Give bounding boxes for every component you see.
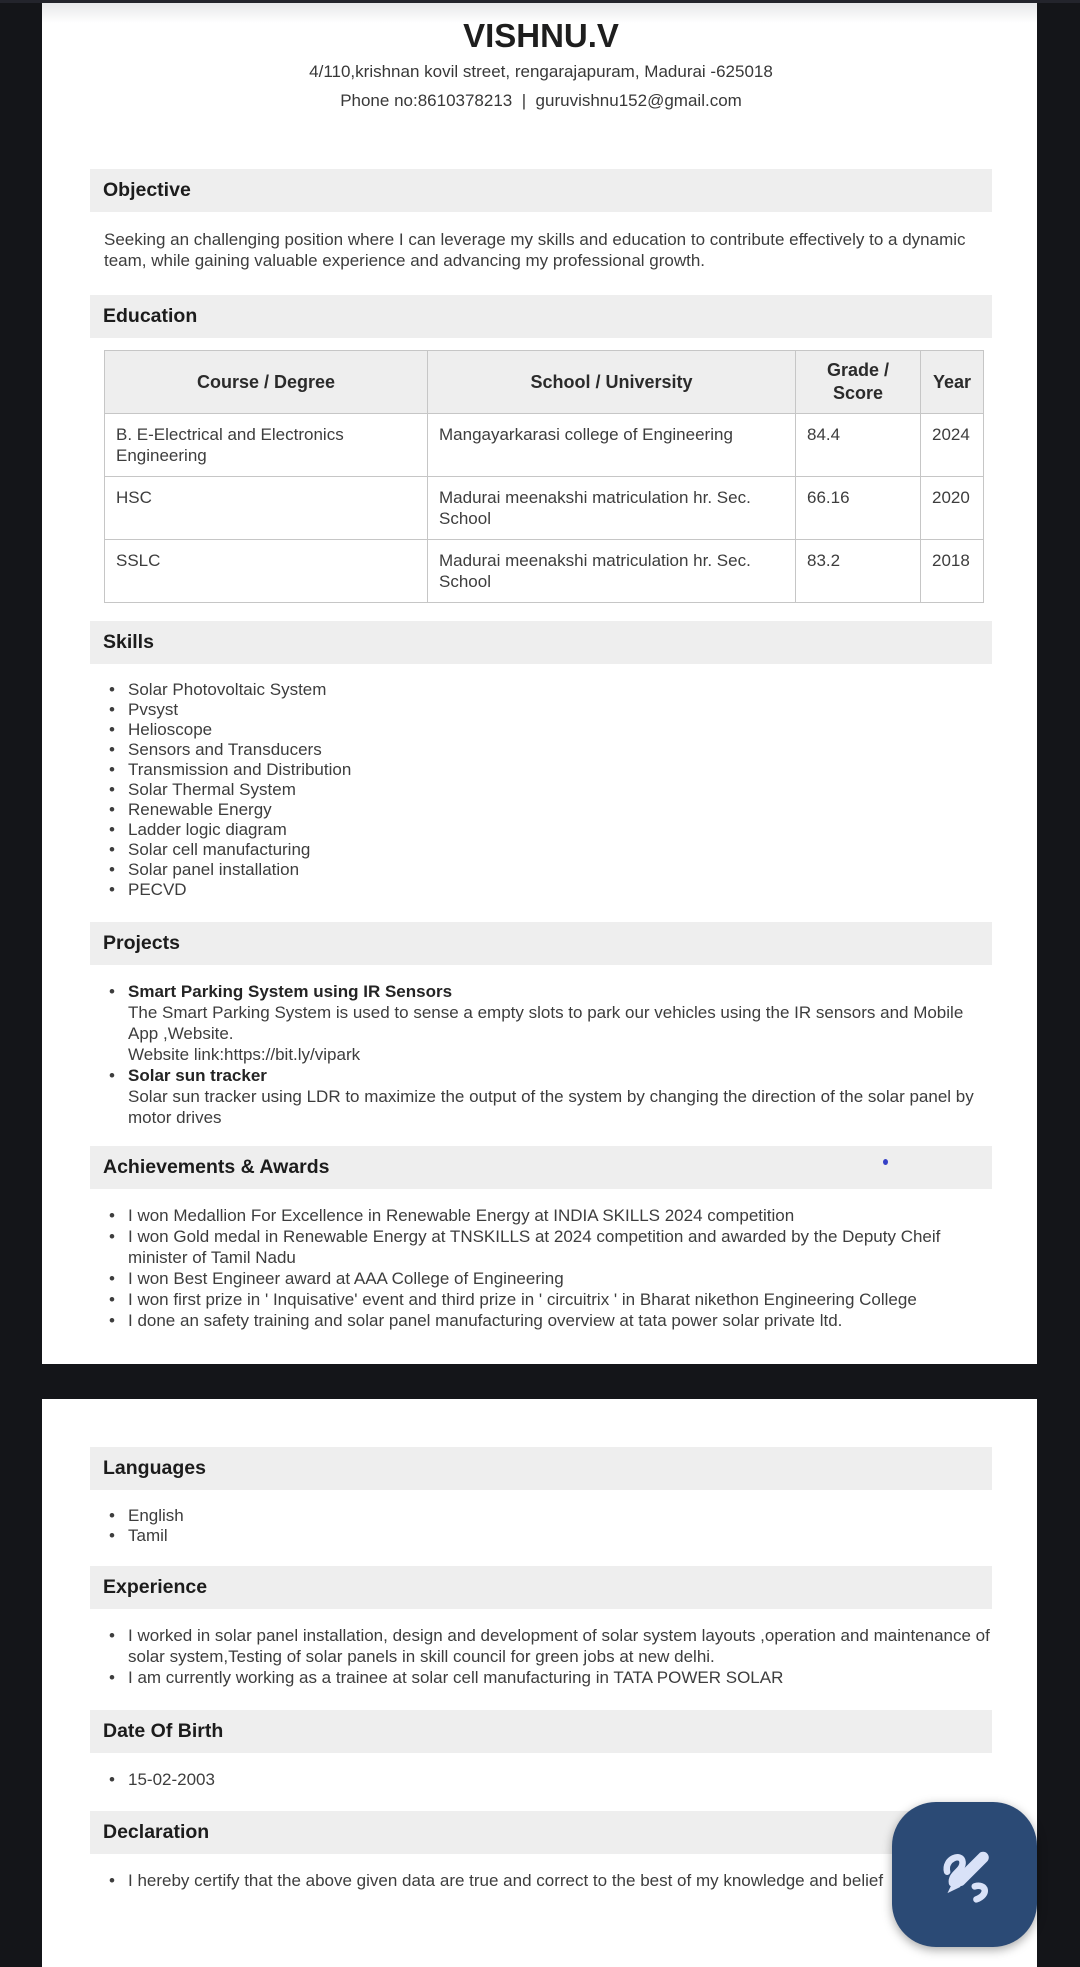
education-table <box>104 350 984 603</box>
list-item: • I hereby certify that the above given data are true and correct to the best of my knowledge and belief <box>104 1870 992 1891</box>
list-item: • 15-02-2003 <box>104 1769 992 1790</box>
list-item: • Pvsyst <box>104 700 992 720</box>
project-link[interactable]: Website link:https://bit.ly/vipark <box>128 1045 361 1064</box>
list-item: • I won Medallion For Excellence in Renewable Energy at INDIA SKILLS 2024 competition <box>104 1205 992 1226</box>
cell-year: 2018 <box>921 540 984 603</box>
list-item: • Helioscope <box>104 720 992 740</box>
cell-grade: 83.2 <box>796 540 921 603</box>
resume-page-2 <box>42 1399 1037 1967</box>
cell-grade: 84.4 <box>796 414 921 477</box>
section-header-education <box>90 295 992 338</box>
list-item: • Solar Photovoltaic System <box>104 680 992 700</box>
cell-year: 2024 <box>921 414 984 477</box>
declaration-list <box>104 1870 992 1891</box>
list-item: • I am currently working as a trainee at solar cell manufacturing in TATA POWER SOLAR <box>104 1667 992 1688</box>
column-header-year: Year <box>921 351 984 414</box>
projects-list <box>104 981 992 1128</box>
list-item: • I won Best Engineer award at AAA College of Engineering <box>104 1268 992 1289</box>
project-item <box>104 981 992 1065</box>
list-item: • Solar Thermal System <box>104 780 992 800</box>
section-header-declaration <box>90 1811 992 1854</box>
list-item: • Transmission and Distribution <box>104 760 992 780</box>
date-of-birth-list <box>104 1769 992 1790</box>
project-item <box>104 1065 992 1128</box>
section-header-objective <box>90 169 992 212</box>
cell-school: Madurai meenakshi matriculation hr. Sec. School <box>428 540 796 603</box>
table-row <box>105 477 984 540</box>
languages-list <box>104 1506 992 1546</box>
list-item: • Ladder logic diagram <box>104 820 992 840</box>
list-item: • I won first prize in ' Inquisative' event and third prize in ' circuitrix ' in Bharat nikethon Engineering College <box>104 1289 992 1310</box>
table-row <box>105 414 984 477</box>
cell-school: Mangayarkarasi college of Engineering <box>428 414 796 477</box>
candidate-name: VISHNU.V <box>463 17 619 54</box>
resume-header <box>90 3 992 112</box>
skills-list <box>104 680 992 900</box>
resume-page-1 <box>42 3 1037 1364</box>
table-header-row <box>105 351 984 414</box>
list-item: • Tamil <box>104 1526 992 1546</box>
column-header-grade: Grade / Score <box>796 351 921 414</box>
section-header-projects <box>90 922 992 965</box>
section-title: Education <box>103 305 198 327</box>
section-title: Projects <box>103 932 180 954</box>
achievements-list <box>104 1205 992 1331</box>
list-item: • Solar cell manufacturing <box>104 840 992 860</box>
section-header-skills <box>90 621 992 664</box>
cell-course: SSLC <box>105 540 428 603</box>
section-header-languages <box>90 1447 992 1490</box>
cell-year: 2020 <box>921 477 984 540</box>
list-item: • Renewable Energy <box>104 800 992 820</box>
list-item: • Solar panel installation <box>104 860 992 880</box>
section-title: Languages <box>103 1457 206 1479</box>
cell-grade: 66.16 <box>796 477 921 540</box>
candidate-contact: Phone no:8610378213 | guruvishnu152@gmail.com <box>340 91 742 110</box>
blue-dot-artifact <box>883 1159 888 1165</box>
table-row <box>105 540 984 603</box>
section-title: Objective <box>103 179 191 201</box>
section-title: Skills <box>103 631 154 653</box>
section-title: Experience <box>103 1576 208 1598</box>
section-header-date-of-birth <box>90 1710 992 1753</box>
signature-pen-icon <box>926 1836 1004 1914</box>
cell-course: HSC <box>105 477 428 540</box>
project-description: The Smart Parking System is used to sense a empty slots to park our vehicles using the IR sensors and Mobile App ,Website. <box>128 1003 964 1043</box>
cell-school: Madurai meenakshi matriculation hr. Sec. School <box>428 477 796 540</box>
list-item: • PECVD <box>104 880 992 900</box>
list-item: • Sensors and Transducers <box>104 740 992 760</box>
cell-course: B. E-Electrical and Electronics Engineering <box>105 414 428 477</box>
signature-edit-fab[interactable] <box>892 1802 1037 1947</box>
column-header-school: School / University <box>428 351 796 414</box>
list-item: • I worked in solar panel installation, design and development of solar system layouts ,operation and maintenance of solar system,Testing of solar panels in skill council for green jobs at new delhi. <box>104 1625 992 1667</box>
section-title: Achievements & Awards <box>103 1156 330 1178</box>
project-title: • Smart Parking System using IR Sensors <box>128 982 453 1001</box>
objective-text: Seeking an challenging position where I can leverage my skills and education to contribute effectively to a dynamic team, while gaining valuable experience and advancing my professional growth. <box>104 230 966 270</box>
experience-list <box>104 1625 992 1688</box>
project-title: • Solar sun tracker <box>128 1066 267 1085</box>
section-title: Declaration <box>103 1821 210 1843</box>
section-header-experience <box>90 1566 992 1609</box>
list-item: • English <box>104 1506 992 1526</box>
project-description: Solar sun tracker using LDR to maximize the output of the system by changing the direction of the solar panel by motor drives <box>128 1087 974 1127</box>
section-title: Date Of Birth <box>103 1720 224 1742</box>
candidate-address: 4/110,krishnan kovil street, rengarajapuram, Madurai -625018 <box>309 62 773 81</box>
column-header-course: Course / Degree <box>105 351 428 414</box>
list-item: • I won Gold medal in Renewable Energy at TNSKILLS at 2024 competition and awarded by the Deputy Cheif minister of Tamil Nadu <box>104 1226 992 1268</box>
section-header-achievements <box>90 1146 992 1189</box>
list-item: • I done an safety training and solar panel manufacturing overview at tata power solar private ltd. <box>104 1310 992 1331</box>
